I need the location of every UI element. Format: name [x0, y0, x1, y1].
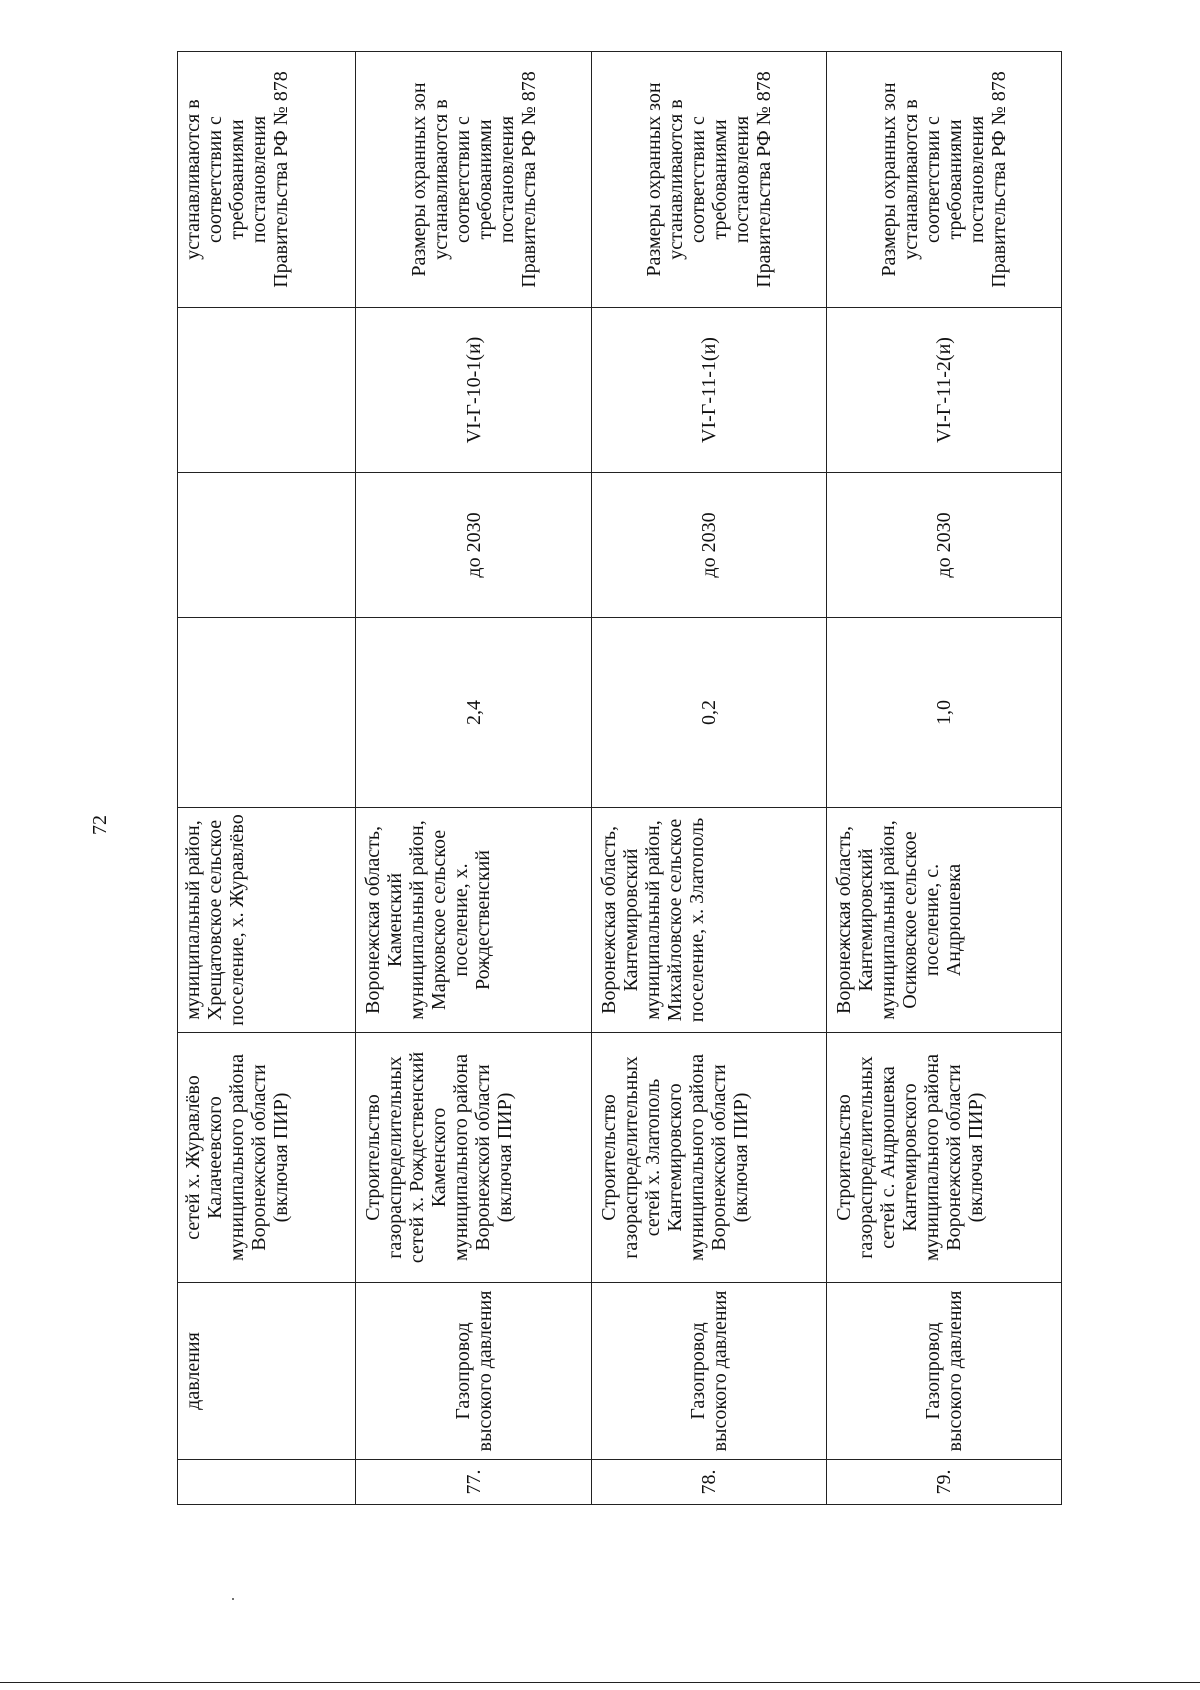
- cell-code: VI-Г-11-2(и): [826, 308, 1061, 473]
- table-row: [178, 52, 356, 1505]
- cell-number: 78.: [591, 1460, 826, 1505]
- cell-length: 1,0: [826, 618, 1061, 808]
- cell-length: 2,4: [356, 618, 591, 808]
- infrastructure-table: [177, 51, 1062, 1505]
- cell-location: Воронежская область, Кантемировский муниципальный район, Михайловское сельское поселение, х. Златополь: [591, 808, 826, 1033]
- cell-code: VI-Г-10-1(и): [356, 308, 591, 473]
- cell-object-type: давления: [178, 1283, 356, 1460]
- cell-object-name: Строительство газораспределительных сетей х. Рождественский Каменского муниципального района Воронежской области (включая ПИР): [356, 1033, 591, 1283]
- cell-term: до 2030: [591, 473, 826, 618]
- cell-protection-zone: Размеры охранных зон устанавливаются в соответствии с требованиями постановления Правительства РФ № 878: [826, 52, 1061, 308]
- cell-length: 0,2: [591, 618, 826, 808]
- cell-protection-zone: Размеры охранных зон устанавливаются в соответствии с требованиями постановления Правительства РФ № 878: [356, 52, 591, 308]
- cell-code: VI-Г-11-1(и): [591, 308, 826, 473]
- page-number: 72: [89, 815, 111, 835]
- table-row: [826, 52, 1061, 1505]
- cell-code: [178, 308, 356, 473]
- cell-number: 77.: [356, 1460, 591, 1505]
- table-row: [356, 52, 591, 1505]
- cell-object-name: Строительство газораспределительных сетей х. Златополь Кантемировского муниципального района Воронежской области (включая ПИР): [591, 1033, 826, 1283]
- cell-object-type: Газопровод высокого давления: [356, 1283, 591, 1460]
- cell-number: [178, 1460, 356, 1505]
- cell-location: муниципальный район, Хрещатовское сельское поселение, х. Журавлёво: [178, 808, 356, 1033]
- table-row: [591, 52, 826, 1505]
- cell-protection-zone: устанавливаются в соответствии с требованиями постановления Правительства РФ № 878: [178, 52, 356, 308]
- cell-object-name: сетей х. Журавлёво Калачеевского муниципального района Воронежской области (включая ПИР): [178, 1033, 356, 1283]
- cell-term: до 2030: [356, 473, 591, 618]
- cell-object-name: Строительство газораспределительных сетей с. Андрюшевка Кантемировского муниципального района Воронежской области (включая ПИР): [826, 1033, 1061, 1283]
- scan-speck: [232, 1598, 234, 1600]
- cell-object-type: Газопровод высокого давления: [591, 1283, 826, 1460]
- cell-term: до 2030: [826, 473, 1061, 618]
- cell-length: [178, 618, 356, 808]
- cell-object-type: Газопровод высокого давления: [826, 1283, 1061, 1460]
- scan-edge-line: [0, 1682, 1200, 1683]
- cell-protection-zone: Размеры охранных зон устанавливаются в соответствии с требованиями постановления Правительства РФ № 878: [591, 52, 826, 308]
- cell-number: 79.: [826, 1460, 1061, 1505]
- cell-location: Воронежская область, Каменский муниципальный район, Марковское сельское поселение, х. Рождественский: [356, 808, 591, 1033]
- cell-location: Воронежская область, Кантемировский муниципальный район, Осиковское сельское поселение, с. Андрюшевка: [826, 808, 1061, 1033]
- cell-term: [178, 473, 356, 618]
